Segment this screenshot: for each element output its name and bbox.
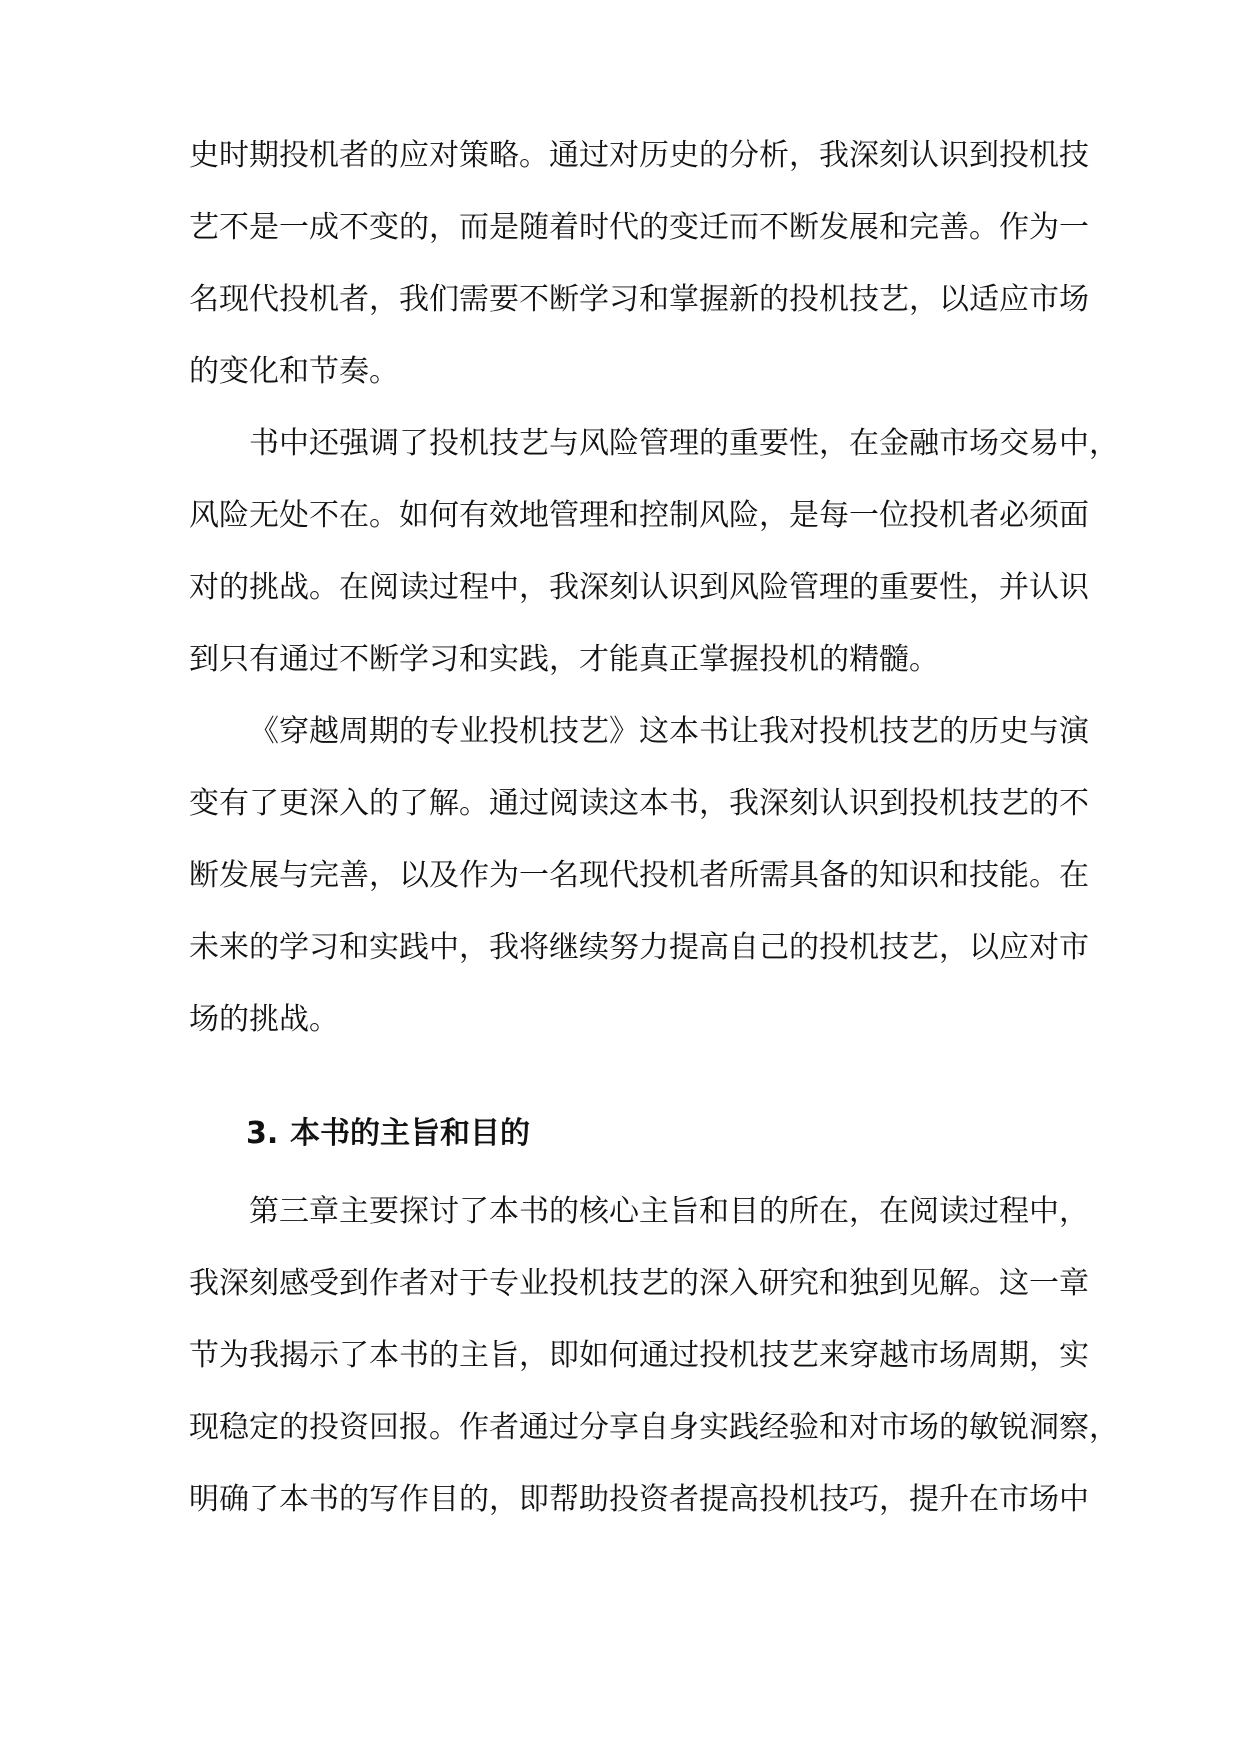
paragraph-3-line-4: 未来的学习和实践中，我将继续努力提高自己的投机技艺，以应对市 — [189, 930, 1089, 965]
paragraph-1-line-2: 艺不是一成不变的，而是随着时代的变迁而不断发展和完善。作为一 — [189, 210, 1089, 245]
paragraph-3-line-3: 断发展与完善，以及作为一名现代投机者所需具备的知识和技能。在 — [189, 858, 1089, 893]
paragraph-2-line-1: 书中还强调了投机技艺与风险管理的重要性，在金融市场交易中， — [249, 426, 1119, 461]
paragraph-2-line-3: 对的挑战。在阅读过程中，我深刻认识到风险管理的重要性，并认识 — [189, 570, 1089, 605]
section-paragraph-line-3: 节为我揭示了本书的主旨，即如何通过投机技艺来穿越市场周期，实 — [189, 1338, 1089, 1373]
section-number: 3. — [246, 1116, 279, 1151]
paragraph-1-line-4: 的变化和节奏。 — [189, 354, 399, 389]
paragraph-1-line-3: 名现代投机者，我们需要不断学习和掌握新的投机技艺，以适应市场 — [189, 282, 1089, 317]
paragraph-3-line-1: 《穿越周期的专业投机技艺》这本书让我对投机技艺的历史与演 — [249, 714, 1089, 749]
section-paragraph-line-1: 第三章主要探讨了本书的核心主旨和目的所在，在阅读过程中， — [249, 1194, 1089, 1229]
section-paragraph-line-4: 现稳定的投资回报。作者通过分享自身实践经验和对市场的敏锐洞察， — [189, 1410, 1119, 1445]
section-paragraph-line-5: 明确了本书的写作目的，即帮助投资者提高投机技巧，提升在市场中 — [189, 1482, 1089, 1517]
paragraph-2-line-2: 风险无处不在。如何有效地管理和控制风险，是每一位投机者必须面 — [189, 498, 1089, 533]
section-title: 本书的主旨和目的 — [290, 1116, 530, 1151]
section-paragraph-line-2: 我深刻感受到作者对于专业投机技艺的深入研究和独到见解。这一章 — [189, 1266, 1089, 1301]
section-heading — [246, 1114, 846, 1154]
paragraph-3-line-5: 场的挑战。 — [189, 1002, 339, 1037]
paragraph-1-line-1: 史时期投机者的应对策略。通过对历史的分析，我深刻认识到投机技 — [189, 138, 1089, 173]
paragraph-3-line-2: 变有了更深入的了解。通过阅读这本书，我深刻认识到投机技艺的不 — [189, 786, 1089, 821]
paragraph-2-line-4: 到只有通过不断学习和实践，才能真正掌握投机的精髓。 — [189, 642, 939, 677]
